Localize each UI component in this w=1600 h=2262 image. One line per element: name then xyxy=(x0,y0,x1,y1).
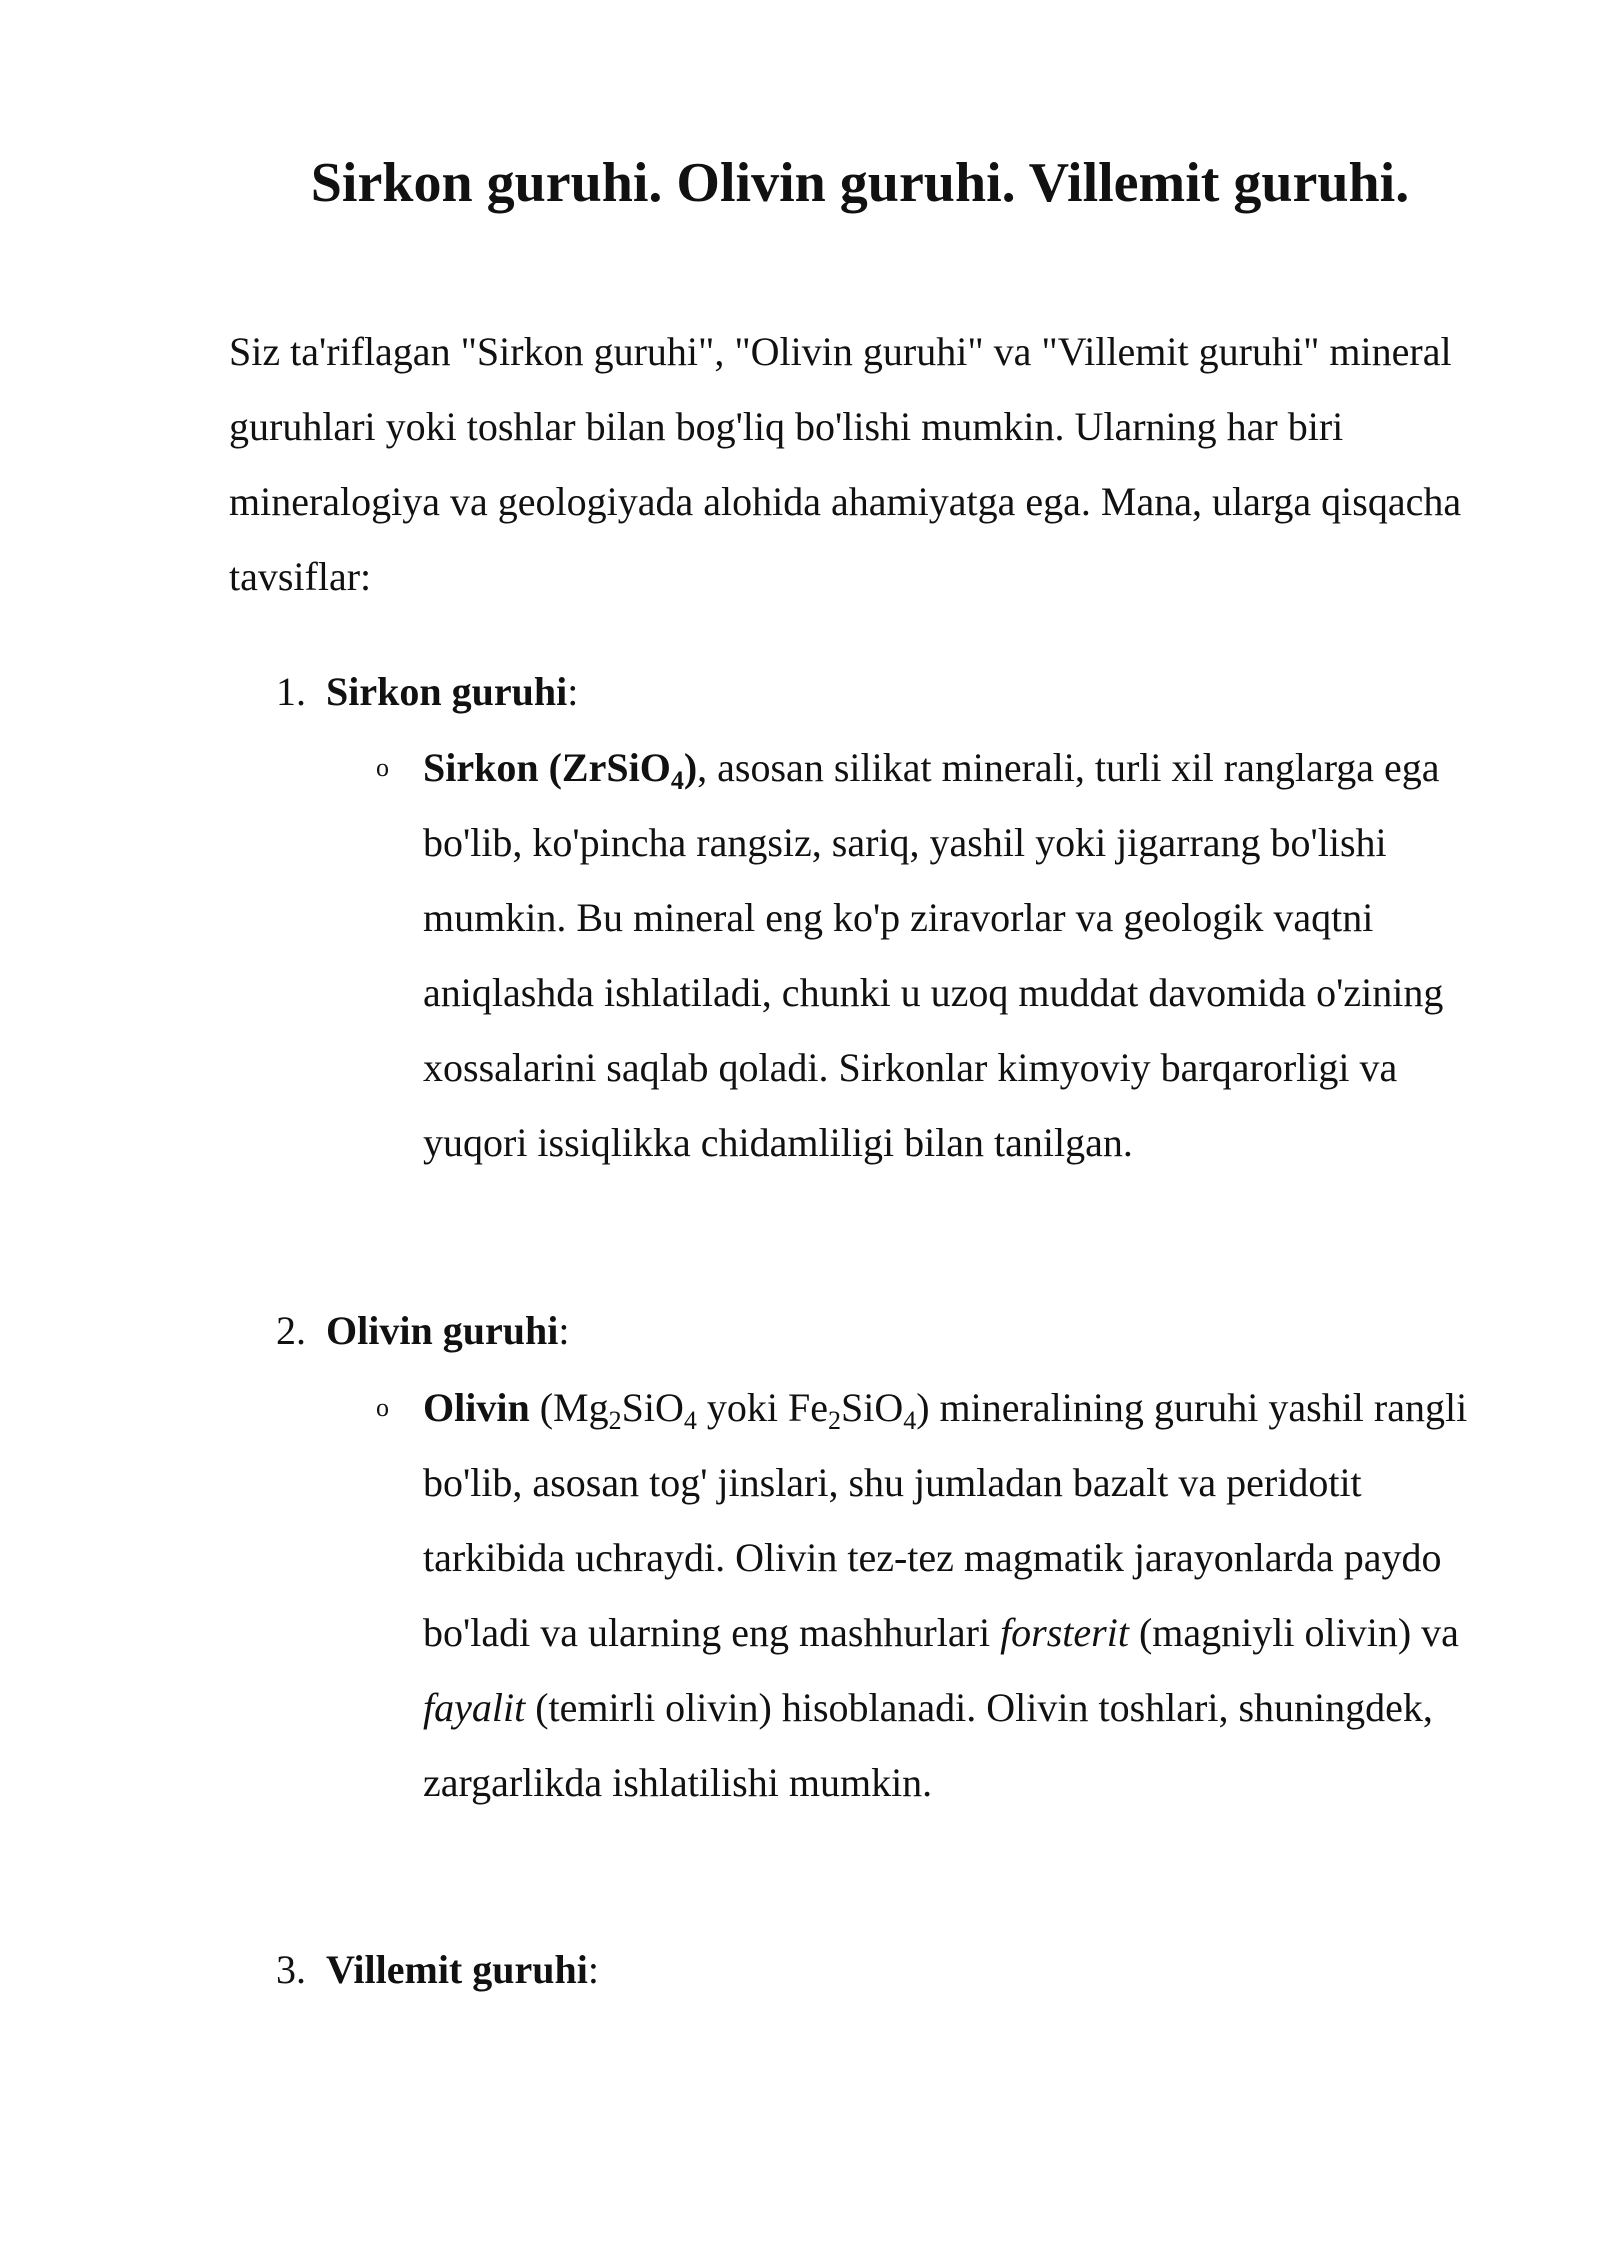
italic-term: fayalit xyxy=(423,1685,526,1730)
list-item-number: 2. xyxy=(276,1308,306,1353)
mineral-name: Olivin xyxy=(423,1385,530,1430)
list-item-colon: : xyxy=(558,1308,570,1353)
subscript: 4 xyxy=(903,1406,917,1435)
formula-part: (Mg xyxy=(529,1385,609,1430)
italic-term: forsterit xyxy=(1000,1610,1129,1655)
subscript: 4 xyxy=(683,1406,697,1435)
formula-part: SiO xyxy=(840,1385,904,1430)
bullet-icon: o xyxy=(376,753,389,782)
list-item-title: Olivin guruhi xyxy=(326,1308,559,1353)
subscript: 2 xyxy=(608,1406,622,1435)
list-item-number: 1. xyxy=(276,669,306,714)
subscript: 2 xyxy=(827,1406,841,1435)
list-item-colon: : xyxy=(587,1947,599,1992)
bullet-icon: o xyxy=(376,1393,389,1422)
list-item-title: Sirkon guruhi xyxy=(326,669,568,714)
sub-item-text: (magniyli olivin) va xyxy=(1128,1610,1459,1655)
list-item-number: 3. xyxy=(276,1947,306,1992)
list-item-heading xyxy=(276,1293,569,1368)
sub-item-sirkon xyxy=(376,730,1503,1180)
list-item-heading xyxy=(276,1932,599,2007)
sub-item-olivin xyxy=(376,1370,1503,1820)
mineral-name: Sirkon (ZrSiO xyxy=(423,745,671,790)
intro-paragraph: Siz ta'riflagan "Sirkon guruhi", "Olivin guruhi" va "Villemit guruhi" mineral guruhlari yoki toshlar bilan bog'liq bo'lishi mumkin. Ularning har biri mineralogiya va geologiyada alohida ahamiyatga ega. Mana, ularga qisqacha tavsiflar: xyxy=(229,329,1462,599)
list-item-colon: : xyxy=(567,669,579,714)
list-item-title: Villemit guruhi xyxy=(326,1947,588,1992)
mineral-name-close: ) xyxy=(683,745,698,790)
sub-item-text: (temirli olivin) hisoblanadi. Olivin toshlari, shuningdek, zargarlikda ishlatilishi mumkin. xyxy=(423,1685,1433,1805)
sub-item-text: ) mineralining guruhi yashil rangli bo'lib, asosan tog' jinslari, shu jumladan bazalt va peridotit tarkibida uchraydi. Olivin tez-tez magmatik jarayonlarda paydo bo'ladi va ularning eng mashhurlari xyxy=(423,1385,1468,1655)
sub-item-text: , asosan silikat minerali, turli xil ranglarga ega bo'lib, ko'pincha rangsiz, sariq, yashil yoki jigarrang bo'lishi mumkin. Bu mineral eng ko'p ziravorlar va geologik vaqtni aniqlashda ishlatiladi, chunki u uzoq muddat davomida o'zining xossalarini saqlab qoladi. Sirkonlar kimyoviy barqarorligi va yuqori issiqlikka chidamliligi bilan tanilgan. xyxy=(423,745,1444,1165)
formula-part: yoki Fe xyxy=(696,1385,828,1430)
list-item-heading xyxy=(276,654,578,729)
document-title: Sirkon guruhi. Olivin guruhi. Villemit guruhi. xyxy=(310,152,1410,214)
formula-part: SiO xyxy=(621,1385,684,1430)
subscript: 4 xyxy=(670,766,684,795)
